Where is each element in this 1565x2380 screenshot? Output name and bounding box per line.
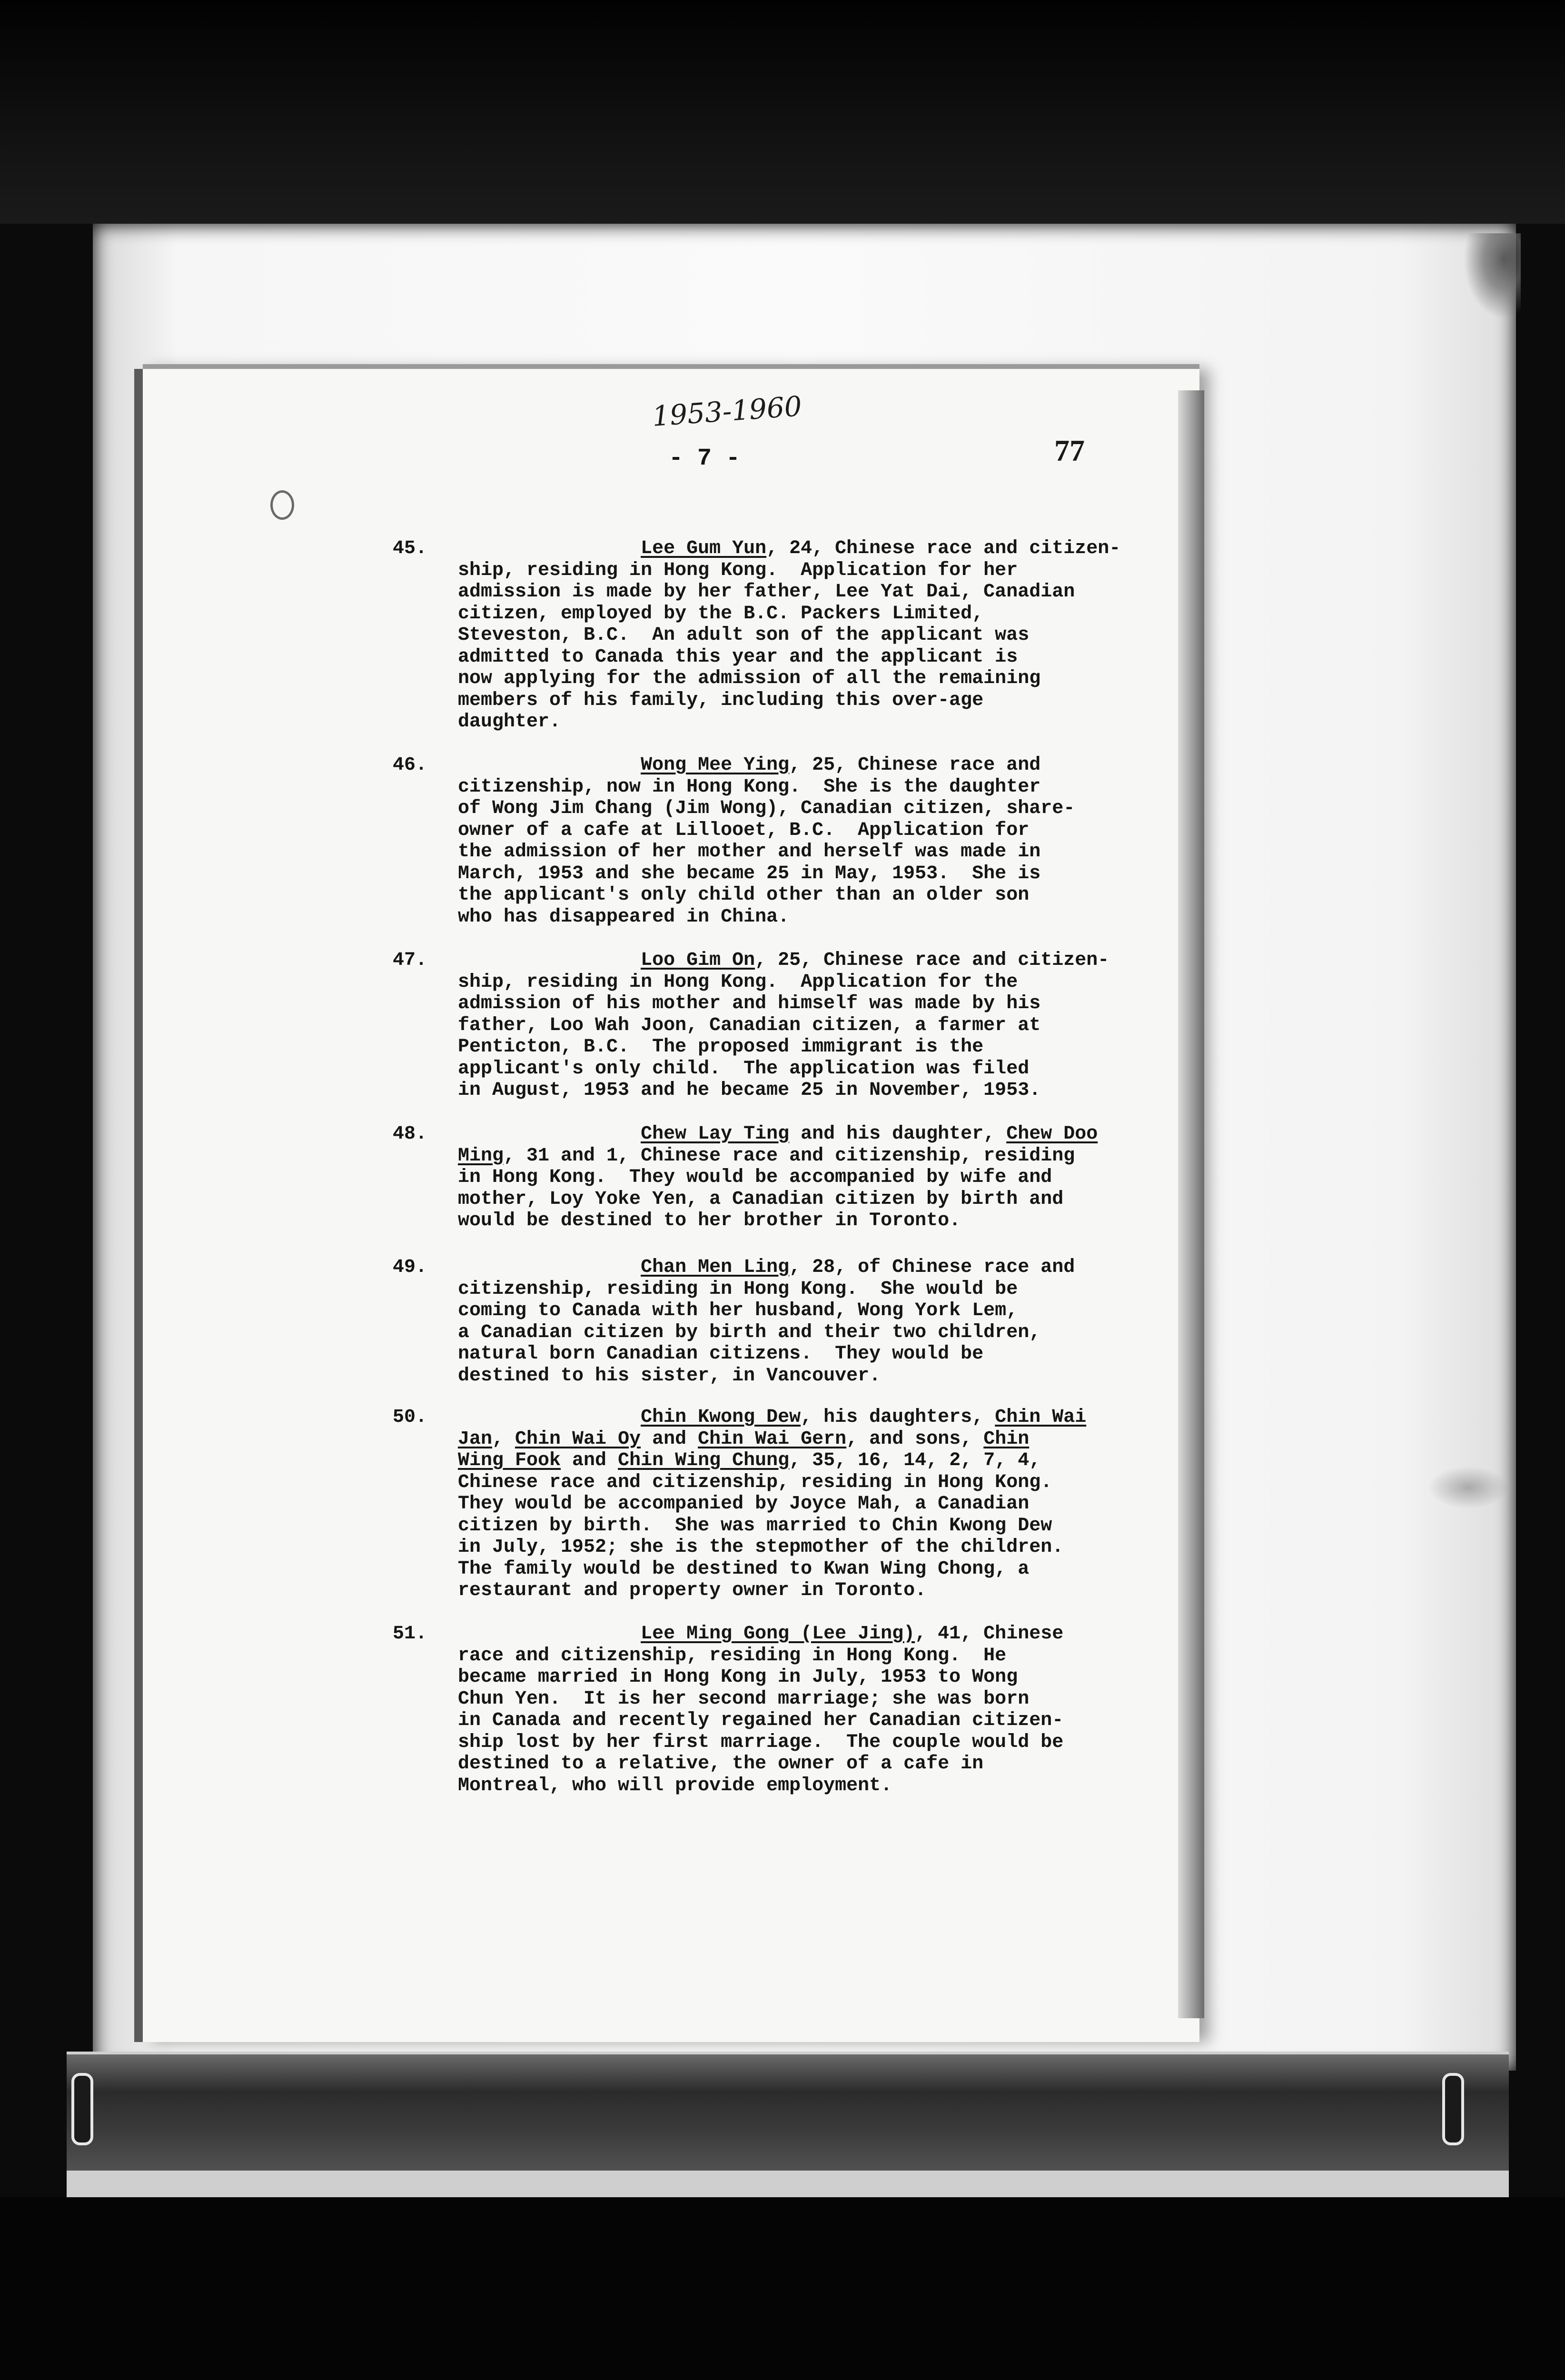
text-segment: destined to his sister, in Vancouver. bbox=[458, 1365, 881, 1387]
text-line bbox=[458, 1058, 1158, 1080]
text-segment: ship, residing in Hong Kong. Application for the bbox=[458, 971, 1018, 993]
text-segment bbox=[458, 1123, 641, 1145]
mount-bottom-band bbox=[67, 2052, 1509, 2178]
text-line bbox=[458, 1343, 1158, 1365]
text-segment: and his daughter, bbox=[789, 1123, 1007, 1145]
text-segment: citizenship, residing in Hong Kong. She would be bbox=[458, 1278, 1018, 1300]
text-segment: now applying for the admission of all the remaining bbox=[458, 668, 1041, 689]
text-line bbox=[458, 863, 1158, 885]
text-segment: ship, residing in Hong Kong. Application for her bbox=[458, 559, 1018, 581]
underlined-name: Chew Lay Ting bbox=[641, 1123, 790, 1145]
text-segment: owner of a cafe at Lillooet, B.C. Application for bbox=[458, 819, 1030, 841]
entry-number: 45. bbox=[393, 538, 427, 559]
text-line bbox=[458, 1080, 1158, 1101]
text-segment: admission of his mother and himself was made by his bbox=[458, 993, 1041, 1014]
text-segment: , 25, Chinese race and bbox=[789, 754, 1041, 776]
text-segment: admission is made by her father, Lee Yat Dai, Canadian bbox=[458, 581, 1075, 603]
text-line bbox=[458, 1365, 1158, 1387]
text-segment: Chinese race and citizenship, residing in Hong Kong. bbox=[458, 1471, 1052, 1493]
text-line bbox=[458, 1210, 1158, 1232]
text-line bbox=[458, 538, 1158, 560]
text-line bbox=[458, 1145, 1158, 1167]
entry-text bbox=[458, 538, 1158, 733]
underlined-name: Lee Ming Gong (Lee Jing) bbox=[641, 1623, 915, 1645]
text-segment bbox=[458, 538, 641, 559]
underlined-name: Wong Mee Ying bbox=[641, 754, 790, 776]
text-line bbox=[458, 1322, 1158, 1344]
text-segment bbox=[458, 1623, 641, 1645]
underlined-name: Chin Wai Gern bbox=[698, 1428, 847, 1450]
underlined-name: Wing Fook bbox=[458, 1450, 561, 1471]
entry-text bbox=[458, 1407, 1158, 1602]
text-segment: Steveston, B.C. An adult son of the applicant was bbox=[458, 625, 1030, 646]
text-segment: daughter. bbox=[458, 711, 561, 733]
entry-number: 48. bbox=[393, 1123, 427, 1145]
text-line bbox=[458, 841, 1158, 863]
text-line bbox=[458, 581, 1158, 603]
text-segment: and bbox=[641, 1428, 698, 1450]
text-segment: a Canadian citizen by birth and their two children, bbox=[458, 1321, 1041, 1343]
text-line bbox=[458, 1493, 1158, 1515]
text-line bbox=[458, 1558, 1158, 1580]
text-segment: of Wong Jim Chang (Jim Wong), Canadian citizen, share- bbox=[458, 798, 1075, 819]
text-segment: ship lost by her first marriage. The couple would be bbox=[458, 1731, 1064, 1753]
text-segment: citizen by birth. She was married to Chin Kwong Dew bbox=[458, 1515, 1052, 1537]
text-segment: coming to Canada with her husband, Wong York Lem, bbox=[458, 1300, 1018, 1321]
text-line bbox=[458, 1710, 1158, 1732]
entry-text bbox=[458, 950, 1158, 1101]
text-segment bbox=[458, 950, 641, 971]
text-segment: , his daughters, bbox=[801, 1407, 995, 1428]
text-segment: Montreal, who will provide employment. bbox=[458, 1775, 892, 1796]
text-line bbox=[458, 1189, 1158, 1210]
text-segment: mother, Loy Yoke Yen, a Canadian citizen by birth and bbox=[458, 1188, 1064, 1210]
text-line bbox=[458, 1123, 1158, 1145]
text-segment: , 35, 16, 14, 2, 7, 4, bbox=[789, 1450, 1041, 1471]
text-line bbox=[458, 668, 1158, 690]
text-segment: citizen, employed by the B.C. Packers Limited, bbox=[458, 603, 984, 625]
text-line bbox=[458, 1015, 1158, 1037]
entry-number: 51. bbox=[393, 1623, 427, 1645]
page-number: - 7 - bbox=[669, 445, 741, 472]
text-line bbox=[458, 1450, 1158, 1472]
text-line bbox=[458, 1257, 1158, 1279]
text-line bbox=[458, 754, 1158, 776]
text-line bbox=[458, 993, 1158, 1015]
binder-clip-left bbox=[71, 2073, 93, 2145]
text-segment bbox=[458, 1407, 641, 1428]
underlined-name: Chin Wai bbox=[995, 1407, 1087, 1428]
entry-number: 50. bbox=[393, 1407, 427, 1428]
text-segment: admitted to Canada this year and the applicant is bbox=[458, 646, 1018, 668]
text-line bbox=[458, 560, 1158, 582]
entry-text bbox=[458, 1623, 1158, 1796]
entry-number: 49. bbox=[393, 1257, 427, 1278]
text-line bbox=[458, 1688, 1158, 1710]
punch-hole bbox=[270, 490, 294, 520]
text-segment: would be destined to her brother in Toronto. bbox=[458, 1210, 961, 1231]
text-line bbox=[458, 1732, 1158, 1754]
text-line bbox=[458, 1428, 1158, 1450]
text-segment: , 41, Chinese bbox=[915, 1623, 1064, 1645]
underlined-name: Lee Gum Yun bbox=[641, 538, 767, 559]
folio-number: 77 bbox=[1054, 434, 1085, 467]
entry-number: 47. bbox=[393, 950, 427, 971]
text-line bbox=[458, 906, 1158, 928]
entry-text bbox=[458, 1123, 1158, 1232]
entry-text bbox=[458, 754, 1158, 928]
text-segment: Penticton, B.C. The proposed immigrant is the bbox=[458, 1036, 984, 1058]
text-line bbox=[458, 1167, 1158, 1189]
scan-smudge bbox=[1428, 1466, 1509, 1509]
text-segment: The family would be destined to Kwan Wing Chong, a bbox=[458, 1558, 1030, 1580]
text-line bbox=[458, 1279, 1158, 1300]
text-segment: March, 1953 and she became 25 in May, 1953. She is bbox=[458, 863, 1041, 884]
text-line bbox=[458, 1666, 1158, 1688]
underlined-name: Chew Doo bbox=[1006, 1123, 1098, 1145]
text-segment: destined to a relative, the owner of a cafe in bbox=[458, 1753, 984, 1775]
text-segment: in July, 1952; she is the stepmother of the children. bbox=[458, 1537, 1064, 1558]
text-line bbox=[458, 1407, 1158, 1428]
text-line bbox=[458, 950, 1158, 972]
text-line bbox=[458, 1645, 1158, 1667]
underlined-name: Ming bbox=[458, 1145, 504, 1167]
text-line bbox=[458, 820, 1158, 842]
text-segment: , bbox=[492, 1428, 515, 1450]
underlined-name: Chin Kwong Dew bbox=[641, 1407, 801, 1428]
text-segment bbox=[458, 1257, 641, 1278]
text-segment: , and sons, bbox=[846, 1428, 984, 1450]
text-segment: in Hong Kong. They would be accompanied by wife and bbox=[458, 1167, 1052, 1188]
binder-clip-right bbox=[1442, 2073, 1464, 2145]
text-segment: , 25, Chinese race and citizen- bbox=[755, 950, 1109, 971]
text-line bbox=[458, 1580, 1158, 1602]
underlined-name: Chin bbox=[983, 1428, 1030, 1450]
text-segment: members of his family, including this over-age bbox=[458, 689, 984, 711]
text-line bbox=[458, 1515, 1158, 1537]
text-segment bbox=[458, 754, 641, 776]
text-line bbox=[458, 646, 1158, 668]
film-border-bottom bbox=[0, 2197, 1565, 2380]
film-border-top bbox=[0, 0, 1565, 224]
text-line bbox=[458, 1036, 1158, 1058]
text-line bbox=[458, 603, 1158, 625]
text-segment: , 28, of Chinese race and bbox=[789, 1257, 1075, 1278]
text-segment: , 31 and 1, Chinese race and citizenship, residing bbox=[504, 1145, 1075, 1167]
text-segment: the applicant's only child other than an older son bbox=[458, 884, 1030, 906]
text-segment: became married in Hong Kong in July, 1953 to Wong bbox=[458, 1666, 1018, 1688]
underlined-name: Chan Men Ling bbox=[641, 1257, 790, 1278]
underlined-name: Loo Gim On bbox=[641, 950, 755, 971]
underlined-name: Jan bbox=[458, 1428, 493, 1450]
text-segment: race and citizenship, residing in Hong Kong. He bbox=[458, 1645, 1007, 1666]
text-line bbox=[458, 711, 1158, 733]
text-line bbox=[458, 1623, 1158, 1645]
text-segment: in August, 1953 and he became 25 in November, 1953. bbox=[458, 1080, 1041, 1101]
text-segment: and bbox=[561, 1450, 618, 1471]
mount-bottom-strip bbox=[67, 2171, 1509, 2197]
entry-text bbox=[458, 1257, 1158, 1387]
text-segment: Chun Yen. It is her second marriage; she was born bbox=[458, 1688, 1030, 1710]
page-edge-shadow bbox=[1178, 390, 1204, 2018]
text-line bbox=[458, 1775, 1158, 1797]
underlined-name: Chin Wing Chung bbox=[618, 1450, 790, 1471]
text-line bbox=[458, 776, 1158, 798]
handwritten-annotation: 1953-1960 bbox=[651, 390, 803, 433]
underlined-name: Chin Wai Oy bbox=[515, 1428, 641, 1450]
text-segment: natural born Canadian citizens. They would be bbox=[458, 1343, 984, 1365]
text-line bbox=[458, 690, 1158, 712]
text-segment: applicant's only child. The application was filed bbox=[458, 1058, 1030, 1080]
text-segment: They would be accompanied by Joyce Mah, a Canadian bbox=[458, 1493, 1030, 1515]
text-segment: , 24, Chinese race and citizen- bbox=[766, 538, 1121, 559]
text-segment: citizenship, now in Hong Kong. She is the daughter bbox=[458, 776, 1041, 798]
text-segment: father, Loo Wah Joon, Canadian citizen, a farmer at bbox=[458, 1014, 1041, 1036]
entry-number: 46. bbox=[393, 754, 427, 776]
text-line bbox=[458, 798, 1158, 820]
text-line bbox=[458, 1537, 1158, 1558]
text-line bbox=[458, 1300, 1158, 1322]
text-segment: restaurant and property owner in Toronto. bbox=[458, 1580, 927, 1601]
text-line bbox=[458, 884, 1158, 906]
text-line bbox=[458, 1472, 1158, 1494]
text-segment: who has disappeared in China. bbox=[458, 906, 790, 928]
text-line bbox=[458, 972, 1158, 993]
text-segment: the admission of her mother and herself was made in bbox=[458, 841, 1041, 863]
text-line bbox=[458, 1753, 1158, 1775]
text-segment: in Canada and recently regained her Canadian citizen- bbox=[458, 1710, 1064, 1731]
torn-corner bbox=[1464, 233, 1521, 319]
text-line bbox=[458, 625, 1158, 646]
